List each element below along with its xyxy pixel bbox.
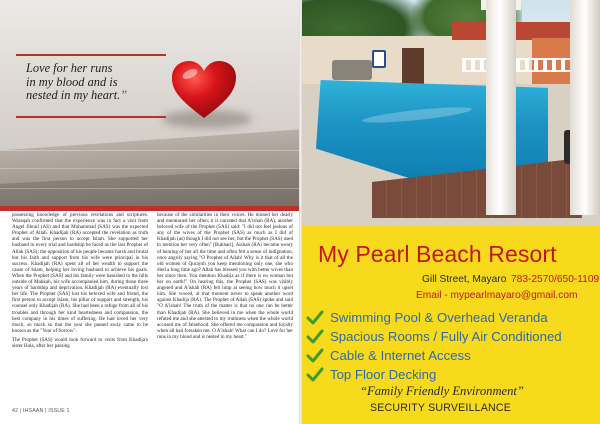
amenity-label: Swimming Pool & Overhead Veranda <box>330 310 548 325</box>
resort-slogan: “Family Friendly Environment” <box>360 384 524 398</box>
article-paragraph: because of the similarities in their voices. He missed her dearly and mentioned her often; it is narrated that A'ishah (RA), another beloved wife of the Prophet (SAS) said: "I did not feel jealous of any of the wives of the Prophet (SAS) as much as I did of Khadijah (as) though I did not see her, but the Prophet (SAS) used to mention her very often" [Bukhari]. Aishah (RA) became weary of hearing of her all the time and often felt a sense of indignation, once angrily saying "O Prophet of Allah! Why is it that of all the old women of Quraysh you keep mentioning only one, she who died a long time ago? Allah has blessed you with better wives than her since then. You mention Khadija as if there is no woman but her on earth!" On hearing this, the Prophet (SAS) was visibly angered and A'ishah (RA) felt limp at seeing how much it upset him. She vowed, at that moment never to speak another word against Khadija (RA). The Prophet of Allah (SAS) spoke and said "O A'ishah! The truth of the matter is that no one can be better than Khadijah (RA). She believed in me when the whole world refuted me and she attested to my truthness when the whole world accused me of falsehood. She offered me compassion and loyalty when all had forsaken me. O A'ishah! What can I do? Love for her runs in my blood and is nested in my heart." <box>157 212 293 340</box>
white-pillar <box>486 0 516 215</box>
amenity-item <box>306 365 562 384</box>
basketball-hoop <box>372 50 386 68</box>
checkmark-icon <box>306 348 324 364</box>
heart-photo <box>0 0 300 206</box>
amenity-item <box>306 308 562 327</box>
wood-grain <box>0 150 300 151</box>
quote-bottom-rule <box>16 116 166 118</box>
article-paragraph: The Prophet (SAS) would look forward to visits from Khadija's sister Hala, after her passing <box>12 336 148 349</box>
resort-advert <box>302 226 600 424</box>
resort-address: Gill Street, Mayaro <box>422 274 507 285</box>
pull-quote-line <box>26 89 171 103</box>
checkmark-icon <box>306 367 324 383</box>
closing-quote-mark: ” <box>120 88 128 103</box>
checkmark-icon <box>306 329 324 345</box>
resort-phone: 783-2570/650-1109 <box>511 274 600 285</box>
patio-furniture <box>332 60 372 80</box>
amenity-list <box>306 308 562 384</box>
red-heart-icon <box>170 60 238 120</box>
security-tagline: SECURITY SURVEILLANCE <box>370 402 511 414</box>
resort-email: Email - mypearlmayaro@gmail.com <box>416 290 578 301</box>
wood-grain <box>0 188 300 189</box>
checkmark-icon <box>306 310 324 326</box>
resort-pool-photo <box>302 0 600 226</box>
article-column-2 <box>157 212 293 343</box>
article-paragraph: possessing knowledge of previous revelations and scriptures. Waraqah confirmed that the experience was in fact a visit from Angel Jibrail (AS) and that Muhammad (SAS) was the expected Prophet of Allah. Khadijah (RA) accepted the revelation as truth and was the first person to accept Islam. She supported her husband in every trial and hardship he faced as the last Prophet of Allah (SAS); the opposition of his people became harsh and brutal but his faith and support from his wife were principal in his success. Khadijah (RA) spent all of her wealth to support the cause of Islam, helping her loving husband to achieve his goals. When the Prophet (SAS) and his family were banished to the hills outside of Makkah, his wife accompanied him, during those three years of hardship and deprivation, Khadijah (RA) eventually lost her life. The Prophet (SAS) lost his beloved wife and friend, the first person to accept Islam, his pillar of support and strength, his counsel only Khadijah (RA). She had been a refuge from all of his troubles and through her kind heartedness and compassion, the best company in his times of suffering. He had loved her very much, so much so that the year she passed away came to be known as the "Year of Sorrow". <box>12 212 148 334</box>
amenity-item <box>306 327 562 346</box>
right-page <box>302 0 600 424</box>
white-pillar <box>570 0 600 215</box>
amenity-label: Top Floor Decking <box>330 367 437 382</box>
page-footer: 42 | IHSAAN | ISSUE 1 <box>12 408 70 414</box>
balcony-railing <box>462 58 572 72</box>
pull-quote-line-text: nested in my heart. <box>26 88 121 103</box>
quote-top-rule <box>16 54 166 56</box>
amenity-label: Cable & Internet Access <box>330 348 471 363</box>
building-door <box>402 48 424 88</box>
amenity-item <box>306 346 562 365</box>
section-divider <box>0 206 300 211</box>
pull-quote <box>26 62 171 103</box>
wood-grain <box>0 168 300 169</box>
amenity-label: Spacious Rooms / Fully Air Conditioned <box>330 329 562 344</box>
pull-quote-line: in my blood and is <box>26 74 118 89</box>
article-column-1 <box>12 212 148 352</box>
pull-quote-line: Love for her runs <box>26 61 113 75</box>
resort-name: My Pearl Beach Resort <box>318 241 557 267</box>
